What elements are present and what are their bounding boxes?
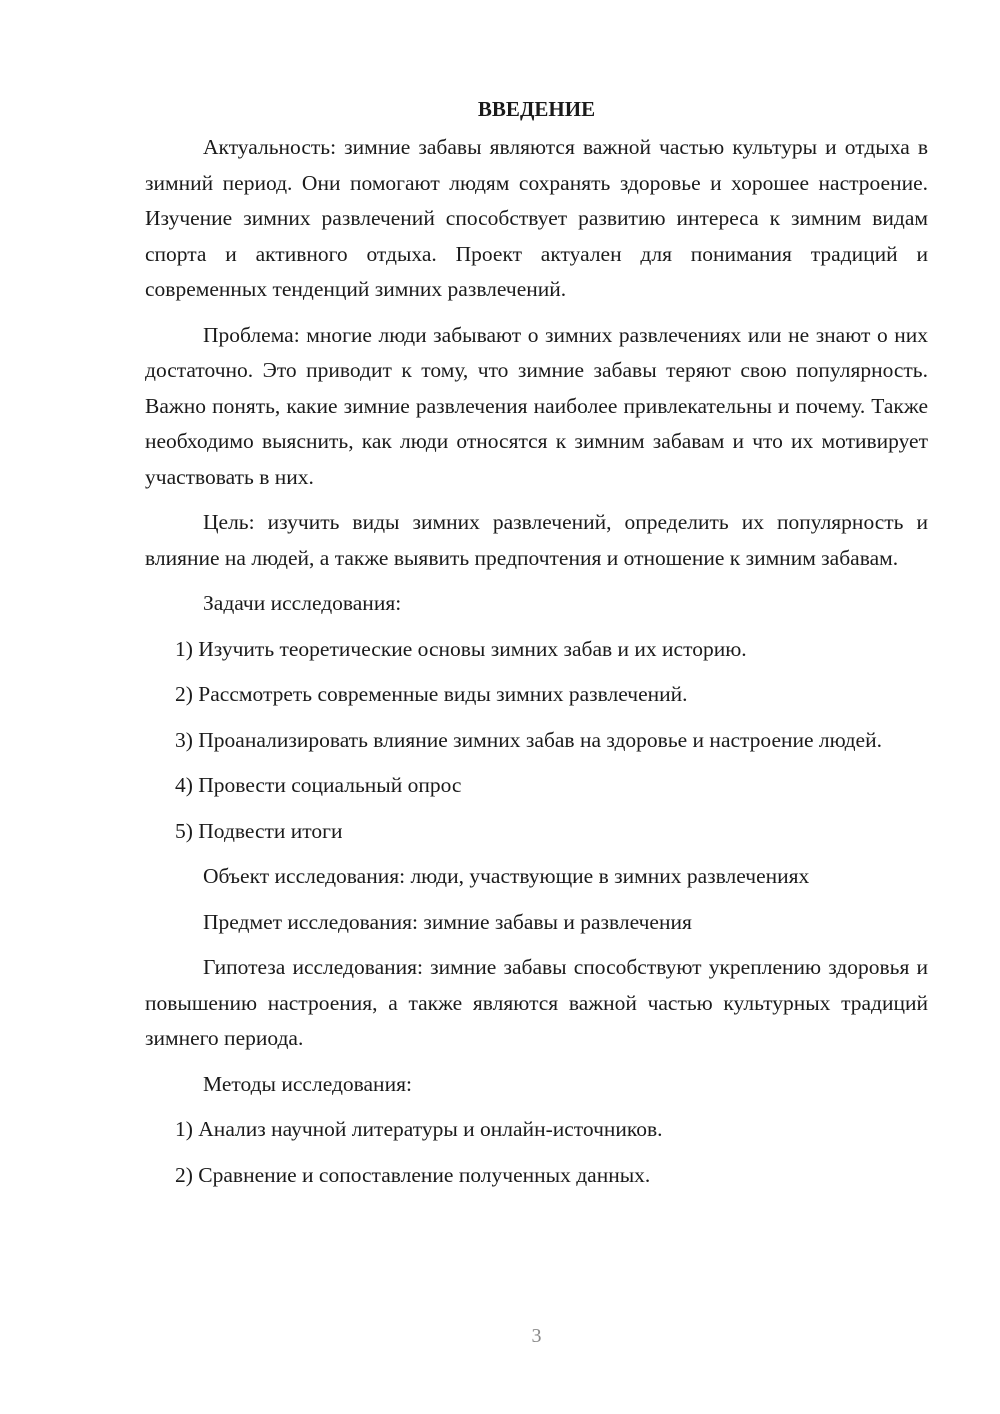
research-subject: Предмет исследования: зимние забавы и развлечения xyxy=(203,909,692,934)
method-item: 2) Сравнение и сопоставление полученных данных. xyxy=(175,1162,651,1187)
task-item: 2) Рассмотреть современные виды зимних развлечений. xyxy=(175,682,688,706)
task-item: 3) Проанализировать влияние зимних забав на здоровье и настроение людей. xyxy=(175,727,882,752)
methods-list xyxy=(145,1112,928,1193)
tasks-list xyxy=(145,632,928,850)
task-item: 1) Изучить теоретические основы зимних забав и их историю. xyxy=(175,636,747,661)
task-item: 4) Провести социальный опрос xyxy=(175,773,462,797)
task-item: 5) Подвести итоги xyxy=(175,818,343,843)
page-title: ВВЕДЕНИЕ xyxy=(477,97,596,121)
hypothesis-paragraph: Гипотеза исследования: зимние забавы способствуют укреплению здоровья и повышению настроения, а также являются важной частью культурных традиций зимнего периода. xyxy=(145,955,928,1050)
problem-paragraph: Проблема: многие люди забывают о зимних развлечениях или не знают о них достаточно. Это приводит к тому, что зимние забавы теряют свою популярность. Важно понять, какие зимние развлечения наиболее привлекательны и почему. Также необходимо выяснить, как люди относятся к зимним забавам и что их мотивирует участвовать в них. xyxy=(145,322,928,489)
tasks-heading: Задачи исследования: xyxy=(203,591,402,615)
page-number: 3 xyxy=(531,1325,542,1347)
relevance-paragraph: Актуальность: зимние забавы являются важной частью культуры и отдыха в зимний период. Они помогают людям сохранять здоровье и хорошее настроение. Изучение зимних развлечений способствует развитию интереса к зимним видам спорта и активного отдыха. Проект актуален для понимания традиций и современных тенденций зимних развлечений. xyxy=(145,135,928,301)
method-item: 1) Анализ научной литературы и онлайн-источников. xyxy=(175,1117,663,1141)
goal-paragraph: Цель: изучить виды зимних развлечений, определить их популярность и влияние на людей, а также выявить предпочтения и отношение к зимним забавам. xyxy=(145,510,928,570)
research-object: Объект исследования: люди, участвующие в зимних развлечениях xyxy=(203,864,810,888)
methods-heading: Методы исследования: xyxy=(203,1071,412,1096)
document-page xyxy=(145,92,928,1203)
